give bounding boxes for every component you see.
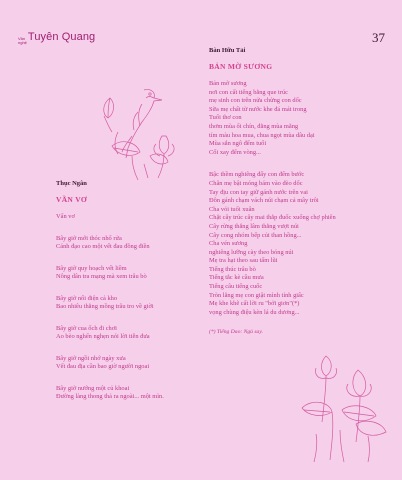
poem-line: Mùa sắn ngô đếm tuổi [209, 140, 267, 148]
poem-line: Cha vỏi tuổi xuân [209, 205, 255, 213]
poem-line: Cối xay đếm vòng... [209, 148, 261, 156]
poem-author: Bàn Hữu Tải [209, 47, 246, 54]
poem-van-vo [56, 180, 164, 401]
brand-small-line-2: nghệ [18, 40, 27, 45]
poem-line: Tay địu con tay giữ gánh nước trên vai [209, 188, 308, 196]
poem-author: Thục Ngân [56, 180, 87, 187]
poem-line: Tuổi thơ con [209, 114, 242, 122]
poem-line: Bây giờ nối điện cả kho [56, 295, 118, 302]
poem-line: Đường làng thong thả ra ngoài... một mìn. [56, 393, 164, 400]
poem-line: Mẹ tra hạt theo sau tấm lũi [209, 257, 278, 265]
poem-title: BẢN MỜ SƯƠNG [209, 62, 273, 71]
poem-line: Bậc thềm nghiêng đấy con đếm bước [209, 171, 305, 179]
poem-line: Cây rừng thắng lâm thẳng vượt núi [209, 222, 299, 230]
poem-line: Cánh đạo cao một vết đau đồng điền [56, 243, 150, 250]
poem-line: Bao nhiêu thằng mồng trâu tro về giời [56, 303, 154, 310]
poem-line: Mẹ khe khẽ cất lời ru "bởi giơn"(*) [209, 300, 300, 308]
bird-lotus-illustration [92, 86, 202, 182]
poem-line: vọng chùng điệu kèn lá du dương... [209, 308, 300, 316]
poem-line: mẹ sinh con trên nửa chừng con dốc [209, 97, 302, 105]
poem-line: Chân mẹ bật móng bám vào đèo dốc [209, 179, 303, 187]
lotus-illustration [296, 350, 396, 465]
poem-line: Đôn gánh chạm vách núi chạm cả mây trôi [209, 197, 319, 205]
poem-line: Vết đau địa cần bao giờ người ngoai [56, 363, 150, 370]
brand-title: Tuyên Quang [27, 31, 96, 43]
poem-line: Nông dân tra mạng mà xem trâu bò [56, 273, 147, 280]
poem-line: Tiếng tắc kè cầu mưa [209, 274, 264, 282]
poem-line: Cây cong nhóm bếp củi than hồng... [209, 231, 302, 239]
stanza [209, 171, 336, 317]
poem-line: nghiêng lưỡng cày theo bóng núi [209, 248, 294, 256]
poem-line: nơi con cất tiếng bằng que trúc [209, 88, 288, 96]
magazine-header [18, 31, 95, 45]
poem-line: Sữa mẹ chất từ nước khe đá mát trong [209, 105, 307, 113]
poem-line: Bản mờ sương [209, 80, 247, 87]
poem-title: VẦN VƠ [56, 195, 88, 204]
poem-footnote: (*) Tiếng Dao: Ngủ say. [209, 329, 263, 336]
poem-line: Bây giờ mới thóc nhổ rửa [56, 235, 122, 242]
poem-line: Chặt cây trúc cây mai thắp đuốc xuống chợ phiên [209, 214, 336, 222]
poem-line: Tiếng câu tiếng cuốc [209, 283, 263, 291]
brand-prefix [18, 37, 27, 45]
poem-line: Ao bèo nghển nghẹn nói lời tiễn đưa [56, 333, 150, 340]
poem-line: Cha vén sương [209, 240, 248, 248]
poem-line: Vẩn vơ [56, 213, 75, 220]
poem-line: thơm mùa ổi chín, đằng mùa măng [209, 122, 299, 130]
poem-line: tím màu hoa mua, chua ngọt mùa dâu dại [209, 131, 315, 139]
poem-line: Tiếng thúc trâu bò [209, 265, 256, 273]
poem-line: Bây giờ quy hoạch vết liềm [56, 265, 127, 272]
stanza [209, 80, 336, 157]
poem-line: Bây giờ ngồi nhớ ngày xưa [56, 355, 126, 362]
poem-line: Bây giờ nướng một củ khoai [56, 385, 130, 392]
poem-line: Tròn lăng mẹ con giật mình tỉnh giấc [209, 291, 304, 299]
poem-ban-mo-suong [209, 47, 336, 335]
brand-small-line-1: Văn [18, 36, 26, 41]
poem-line: Bây giờ cua ốch đi chơi [56, 325, 117, 332]
page-number: 37 [372, 30, 385, 45]
